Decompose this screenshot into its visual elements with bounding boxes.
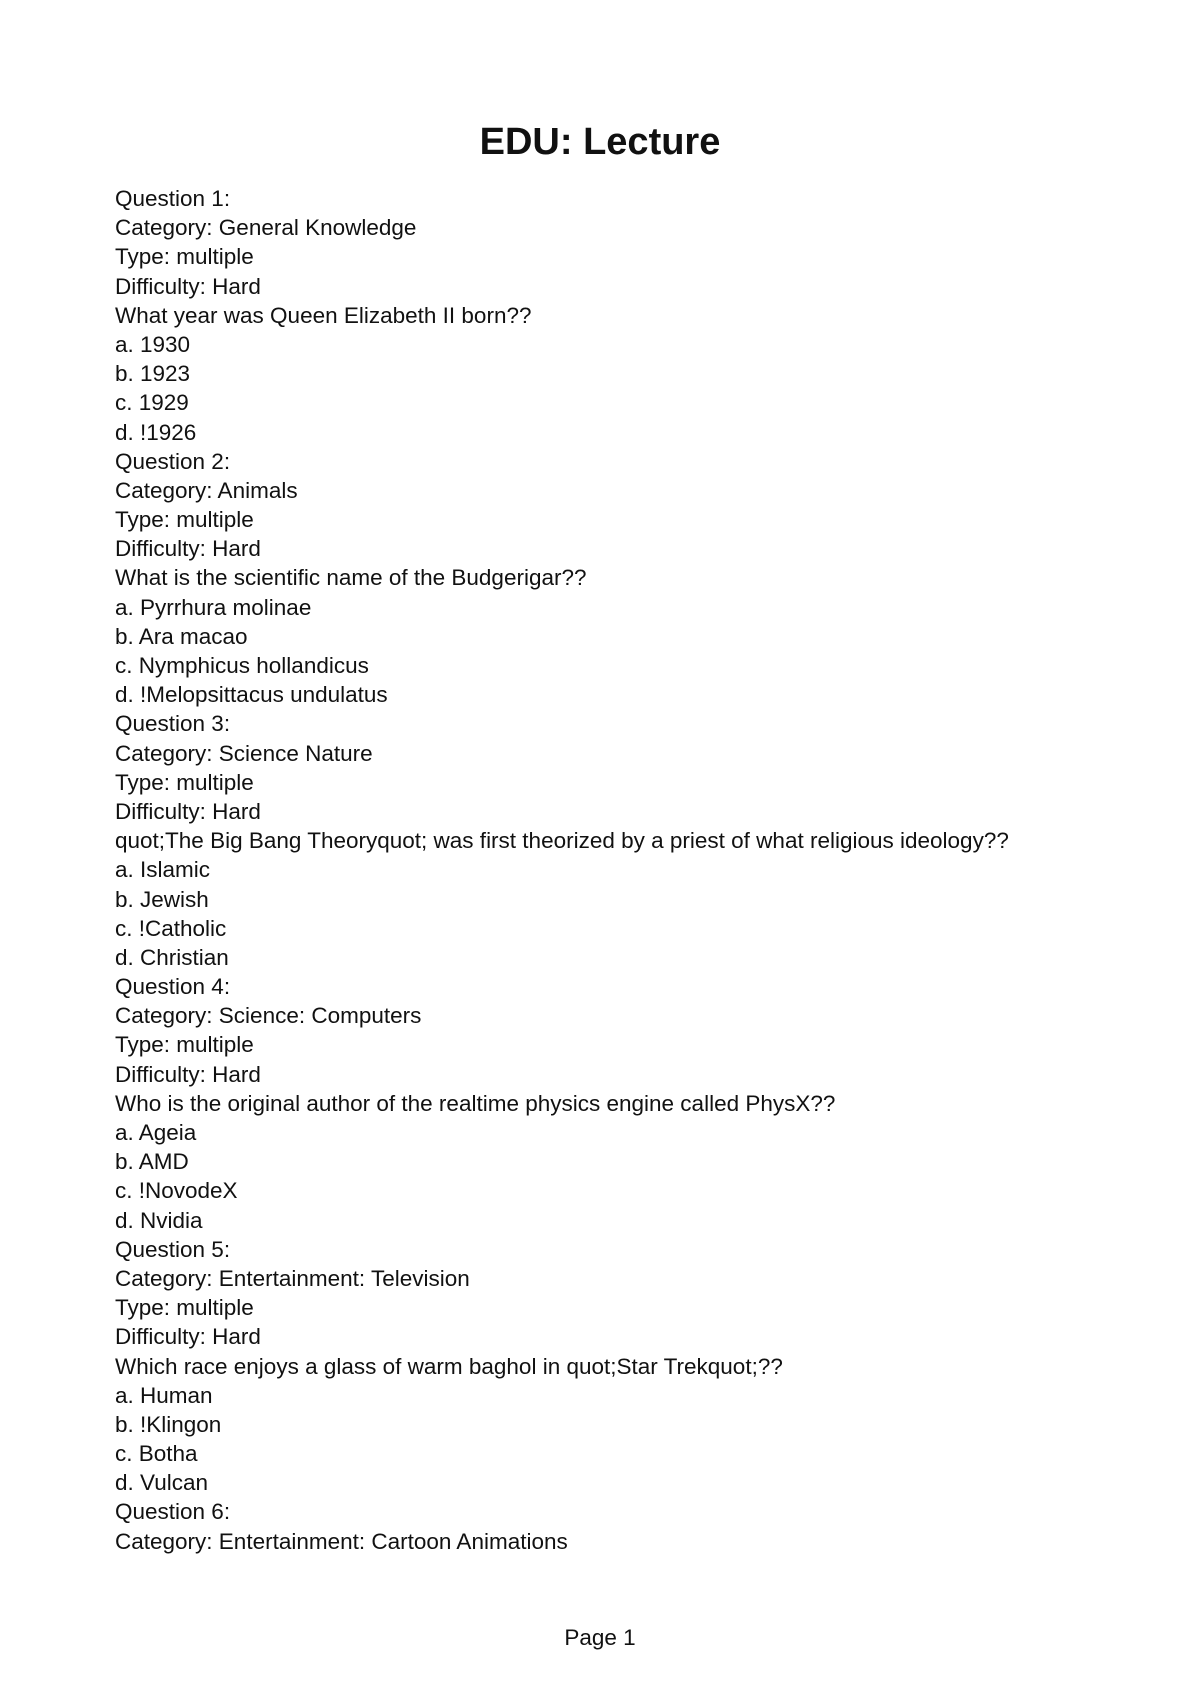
answer-option: a. 1930 (115, 331, 191, 357)
question-type: Type: multiple (115, 507, 254, 533)
question-heading: Question 5: (115, 1236, 231, 1262)
answer-option: b. !Klingon (115, 1411, 222, 1437)
question-category: Category: Entertainment: Television (115, 1265, 470, 1291)
question-difficulty: Difficulty: Hard (115, 798, 261, 824)
question-text: What year was Queen Elizabeth II born?? (115, 302, 532, 328)
question-block (115, 1497, 1115, 1555)
question-block (115, 709, 1115, 972)
question-heading: Question 3: (115, 711, 231, 737)
question-category: Category: Entertainment: Cartoon Animations (115, 1528, 568, 1554)
answer-option: d. Christian (115, 944, 229, 970)
answer-option: a. Pyrrhura molinae (115, 594, 312, 620)
question-category: Category: Science Nature (115, 740, 373, 766)
question-text: Who is the original author of the realtime physics engine called PhysX?? (115, 1090, 836, 1116)
question-block (115, 1235, 1115, 1498)
question-difficulty: Difficulty: Hard (115, 536, 261, 562)
question-text: Which race enjoys a glass of warm baghol in quot;Star Trekquot;?? (115, 1353, 783, 1379)
answer-option: c. !Catholic (115, 915, 227, 941)
question-difficulty: Difficulty: Hard (115, 273, 261, 299)
question-type: Type: multiple (115, 769, 254, 795)
question-category: Category: General Knowledge (115, 215, 417, 241)
page-number: Page 1 (564, 1625, 636, 1650)
question-difficulty: Difficulty: Hard (115, 1061, 261, 1087)
question-block (115, 972, 1115, 1235)
answer-option: d. Nvidia (115, 1207, 203, 1233)
answer-option: b. Jewish (115, 886, 209, 912)
answer-option: a. Islamic (115, 857, 211, 883)
question-heading: Question 1: (115, 186, 231, 211)
question-type: Type: multiple (115, 1032, 254, 1058)
page-title: EDU: Lecture (479, 121, 721, 163)
question-heading: Question 2: (115, 448, 231, 474)
answer-option: c. !NovodeX (115, 1178, 238, 1204)
answer-option: c. Nymphicus hollandicus (115, 653, 369, 678)
question-category: Category: Animals (115, 477, 298, 503)
answer-option: c. 1929 (115, 390, 189, 416)
question-text: quot;The Big Bang Theoryquot; was first theorized by a priest of what religious ideology?? (115, 828, 1009, 854)
answer-option: d. !1926 (115, 419, 197, 445)
answer-option: a. Ageia (115, 1120, 197, 1145)
answer-option: a. Human (115, 1382, 213, 1408)
answer-option: d. !Melopsittacus undulatus (115, 682, 388, 708)
question-heading: Question 6: (115, 1499, 231, 1525)
question-heading: Question 4: (115, 974, 231, 1000)
answer-option: b. AMD (115, 1149, 189, 1175)
answer-option: d. Vulcan (115, 1470, 208, 1496)
question-category: Category: Science: Computers (115, 1003, 422, 1029)
question-type: Type: multiple (115, 244, 254, 270)
question-block (115, 184, 1115, 447)
answer-option: c. Botha (115, 1441, 198, 1467)
question-list (115, 184, 1115, 1556)
answer-option: b. 1923 (115, 361, 191, 387)
question-block (115, 447, 1115, 710)
question-type: Type: multiple (115, 1295, 254, 1321)
answer-option: b. Ara macao (115, 623, 248, 649)
question-text: What is the scientific name of the Budgerigar?? (115, 565, 587, 591)
question-difficulty: Difficulty: Hard (115, 1324, 261, 1350)
